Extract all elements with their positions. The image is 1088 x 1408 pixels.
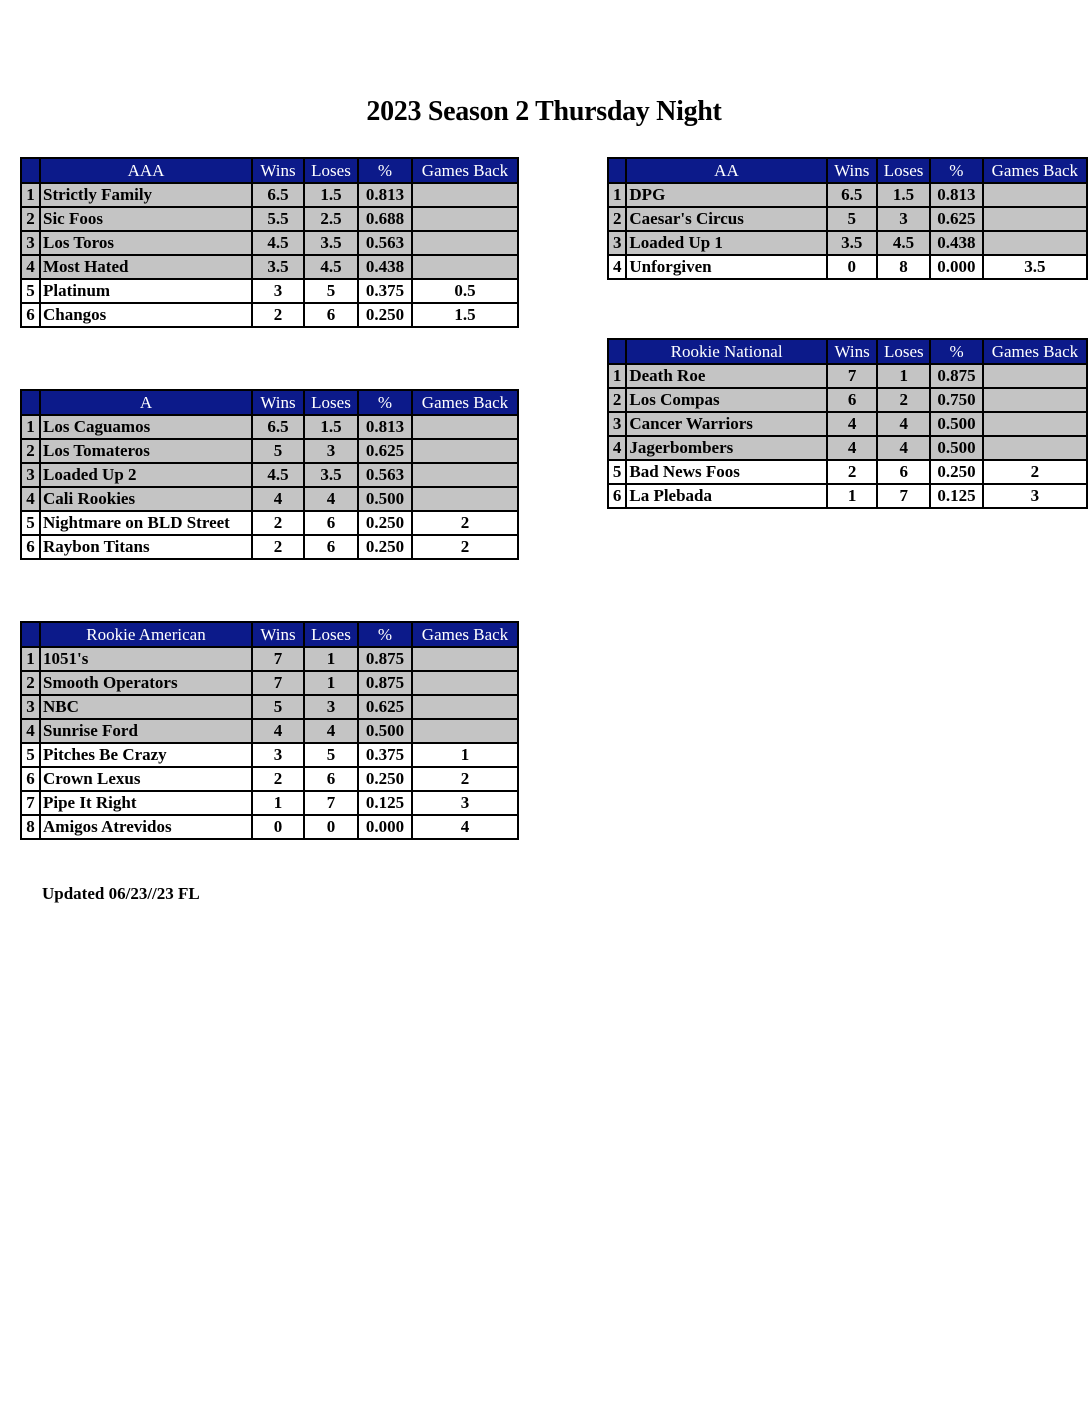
loses-cell: 3 — [304, 695, 358, 719]
team-name-cell: Bad News Foos — [626, 460, 827, 484]
team-row — [21, 183, 518, 207]
loses-cell: 7 — [877, 484, 930, 508]
games-back-cell — [983, 183, 1087, 207]
games-back-cell — [412, 183, 518, 207]
rank-header — [608, 339, 626, 364]
team-name-cell: Sunrise Ford — [40, 719, 252, 743]
loses-cell: 3 — [877, 207, 930, 231]
games-back-cell: 2 — [412, 535, 518, 559]
wins-cell: 2 — [252, 535, 304, 559]
team-row — [21, 671, 518, 695]
team-name-cell: Loaded Up 1 — [626, 231, 826, 255]
header-row — [21, 390, 518, 415]
team-name-cell: Cancer Warriors — [626, 412, 827, 436]
division-name-header: Rookie American — [40, 622, 252, 647]
loses-cell: 6 — [304, 511, 358, 535]
games-back-cell — [412, 463, 518, 487]
loses-cell: 3.5 — [304, 231, 358, 255]
pct-cell: 0.500 — [930, 436, 983, 460]
team-row — [608, 412, 1087, 436]
team-row — [608, 436, 1087, 460]
rank-header — [21, 390, 40, 415]
rank-cell: 4 — [21, 255, 40, 279]
pct-cell: 0.875 — [358, 647, 412, 671]
games-back-cell — [412, 647, 518, 671]
team-name-cell: Strictly Family — [40, 183, 252, 207]
wins-header: Wins — [252, 390, 304, 415]
pct-cell: 0.250 — [358, 511, 412, 535]
games-back-cell: 3.5 — [983, 255, 1087, 279]
pct-cell: 0.500 — [358, 719, 412, 743]
wins-cell: 6.5 — [827, 183, 878, 207]
pct-cell: 0.563 — [358, 463, 412, 487]
pct-cell: 0.813 — [358, 183, 412, 207]
division-name-header: AA — [626, 158, 826, 183]
wins-cell: 5 — [252, 695, 304, 719]
games-back-cell — [412, 695, 518, 719]
rank-cell: 5 — [21, 511, 40, 535]
rank-cell: 6 — [21, 535, 40, 559]
team-row — [21, 255, 518, 279]
team-row — [21, 439, 518, 463]
team-row — [21, 791, 518, 815]
wins-header: Wins — [827, 339, 878, 364]
pct-cell: 0.000 — [358, 815, 412, 839]
games-back-cell — [983, 207, 1087, 231]
games-back-header: Games Back — [983, 158, 1087, 183]
pct-cell: 0.250 — [358, 303, 412, 327]
rank-cell: 8 — [21, 815, 40, 839]
pct-cell: 0.000 — [930, 255, 983, 279]
team-row — [608, 207, 1087, 231]
rank-cell: 1 — [21, 647, 40, 671]
wins-cell: 4 — [827, 436, 878, 460]
team-row — [608, 183, 1087, 207]
loses-cell: 1.5 — [304, 415, 358, 439]
loses-cell: 2 — [877, 388, 930, 412]
rank-cell: 2 — [21, 439, 40, 463]
pct-cell: 0.688 — [358, 207, 412, 231]
games-back-cell — [412, 207, 518, 231]
rank-header — [608, 158, 626, 183]
team-name-cell: Unforgiven — [626, 255, 826, 279]
team-name-cell: Sic Foos — [40, 207, 252, 231]
pct-cell: 0.125 — [358, 791, 412, 815]
team-name-cell: NBC — [40, 695, 252, 719]
team-row — [21, 463, 518, 487]
wins-cell: 2 — [252, 511, 304, 535]
pct-cell: 0.250 — [358, 535, 412, 559]
pct-cell: 0.125 — [930, 484, 983, 508]
pct-header: % — [358, 390, 412, 415]
rank-cell: 1 — [608, 364, 626, 388]
rank-cell: 2 — [21, 207, 40, 231]
team-row — [21, 743, 518, 767]
games-back-cell: 2 — [412, 511, 518, 535]
team-row — [608, 460, 1087, 484]
wins-cell: 2 — [252, 303, 304, 327]
team-name-cell: DPG — [626, 183, 826, 207]
pct-cell: 0.625 — [358, 695, 412, 719]
team-name-cell: Jagerbombers — [626, 436, 827, 460]
rank-cell: 2 — [608, 388, 626, 412]
page-title: 2023 Season 2 Thursday Night — [366, 96, 722, 127]
division-name-header: AAA — [40, 158, 252, 183]
header-row — [608, 339, 1087, 364]
team-name-cell: Raybon Titans — [40, 535, 252, 559]
team-row — [608, 255, 1087, 279]
loses-cell: 7 — [304, 791, 358, 815]
wins-cell: 4 — [827, 412, 878, 436]
wins-cell: 2 — [252, 767, 304, 791]
games-back-header: Games Back — [412, 158, 518, 183]
rank-cell: 5 — [608, 460, 626, 484]
games-back-cell — [983, 231, 1087, 255]
wins-header: Wins — [827, 158, 878, 183]
loses-cell: 1 — [304, 647, 358, 671]
team-row — [21, 535, 518, 559]
rank-cell: 3 — [21, 463, 40, 487]
team-row — [608, 364, 1087, 388]
rank-cell: 6 — [21, 767, 40, 791]
loses-cell: 1 — [877, 364, 930, 388]
pct-cell: 0.875 — [930, 364, 983, 388]
team-name-cell: Most Hated — [40, 255, 252, 279]
loses-cell: 5 — [304, 743, 358, 767]
wins-cell: 5.5 — [252, 207, 304, 231]
rank-cell: 3 — [21, 231, 40, 255]
aa-standings-table — [607, 157, 1088, 280]
pct-header: % — [358, 622, 412, 647]
wins-cell: 2 — [827, 460, 878, 484]
loses-header: Loses — [877, 339, 930, 364]
wins-cell: 7 — [252, 671, 304, 695]
wins-cell: 6.5 — [252, 415, 304, 439]
wins-cell: 0 — [827, 255, 878, 279]
pct-cell: 0.375 — [358, 279, 412, 303]
pct-cell: 0.250 — [358, 767, 412, 791]
rank-cell: 3 — [608, 412, 626, 436]
team-name-cell: Changos — [40, 303, 252, 327]
loses-cell: 1.5 — [877, 183, 930, 207]
loses-cell: 6 — [877, 460, 930, 484]
team-name-cell: Los Tomateros — [40, 439, 252, 463]
wins-header: Wins — [252, 622, 304, 647]
loses-cell: 4.5 — [304, 255, 358, 279]
games-back-cell — [412, 415, 518, 439]
pct-cell: 0.500 — [358, 487, 412, 511]
loses-header: Loses — [304, 158, 358, 183]
wins-cell: 5 — [827, 207, 878, 231]
pct-cell: 0.875 — [358, 671, 412, 695]
pct-header: % — [358, 158, 412, 183]
team-name-cell: Amigos Atrevidos — [40, 815, 252, 839]
pct-cell: 0.750 — [930, 388, 983, 412]
games-back-cell — [983, 388, 1087, 412]
rank-cell: 3 — [21, 695, 40, 719]
loses-cell: 0 — [304, 815, 358, 839]
wins-cell: 4.5 — [252, 463, 304, 487]
games-back-cell — [412, 671, 518, 695]
games-back-cell — [412, 231, 518, 255]
team-row — [21, 647, 518, 671]
team-name-cell: Los Caguamos — [40, 415, 252, 439]
games-back-cell — [983, 412, 1087, 436]
team-row — [21, 487, 518, 511]
aaa-standings-table — [20, 157, 519, 328]
rank-cell: 1 — [608, 183, 626, 207]
loses-cell: 8 — [877, 255, 930, 279]
team-row — [608, 484, 1087, 508]
team-name-cell: Death Roe — [626, 364, 827, 388]
pct-cell: 0.625 — [930, 207, 983, 231]
team-name-cell: Cali Rookies — [40, 487, 252, 511]
pct-cell: 0.438 — [358, 255, 412, 279]
team-row — [21, 767, 518, 791]
wins-cell: 4 — [252, 487, 304, 511]
team-row — [21, 303, 518, 327]
games-back-cell — [983, 364, 1087, 388]
team-name-cell: 1051's — [40, 647, 252, 671]
team-row — [21, 719, 518, 743]
wins-cell: 1 — [827, 484, 878, 508]
header-row — [21, 158, 518, 183]
wins-cell: 3.5 — [827, 231, 878, 255]
rookie-national-standings-table — [607, 338, 1088, 509]
rank-cell: 4 — [21, 487, 40, 511]
wins-cell: 1 — [252, 791, 304, 815]
games-back-cell: 1.5 — [412, 303, 518, 327]
games-back-cell: 4 — [412, 815, 518, 839]
a-standings-table — [20, 389, 519, 560]
games-back-cell: 2 — [412, 767, 518, 791]
games-back-cell — [412, 255, 518, 279]
team-row — [608, 231, 1087, 255]
wins-cell: 4.5 — [252, 231, 304, 255]
loses-cell: 6 — [304, 767, 358, 791]
loses-cell: 3 — [304, 439, 358, 463]
rank-cell: 1 — [21, 415, 40, 439]
loses-cell: 4.5 — [877, 231, 930, 255]
pct-header: % — [930, 339, 983, 364]
rank-cell: 5 — [21, 279, 40, 303]
games-back-cell — [412, 719, 518, 743]
team-row — [21, 511, 518, 535]
division-name-header: Rookie National — [626, 339, 827, 364]
team-name-cell: Los Compas — [626, 388, 827, 412]
team-row — [21, 231, 518, 255]
pct-cell: 0.563 — [358, 231, 412, 255]
loses-cell: 1 — [304, 671, 358, 695]
team-row — [21, 695, 518, 719]
team-row — [21, 207, 518, 231]
loses-cell: 4 — [304, 487, 358, 511]
games-back-cell: 0.5 — [412, 279, 518, 303]
pct-cell: 0.813 — [358, 415, 412, 439]
games-back-header: Games Back — [983, 339, 1087, 364]
rank-cell: 1 — [21, 183, 40, 207]
pct-cell: 0.250 — [930, 460, 983, 484]
wins-cell: 5 — [252, 439, 304, 463]
rank-cell: 4 — [608, 255, 626, 279]
games-back-cell — [412, 439, 518, 463]
wins-cell: 3 — [252, 279, 304, 303]
rank-cell: 6 — [608, 484, 626, 508]
division-name-header: A — [40, 390, 252, 415]
updated-note: Updated 06/23//23 FL — [42, 884, 200, 903]
loses-cell: 2.5 — [304, 207, 358, 231]
pct-header: % — [930, 158, 983, 183]
pct-cell: 0.375 — [358, 743, 412, 767]
rank-cell: 3 — [608, 231, 626, 255]
loses-cell: 3.5 — [304, 463, 358, 487]
wins-cell: 0 — [252, 815, 304, 839]
wins-cell: 4 — [252, 719, 304, 743]
loses-cell: 4 — [877, 436, 930, 460]
games-back-cell: 3 — [412, 791, 518, 815]
rank-cell: 4 — [608, 436, 626, 460]
loses-header: Loses — [877, 158, 930, 183]
team-name-cell: Pipe It Right — [40, 791, 252, 815]
loses-cell: 4 — [304, 719, 358, 743]
games-back-cell: 1 — [412, 743, 518, 767]
pct-cell: 0.500 — [930, 412, 983, 436]
header-row — [608, 158, 1087, 183]
team-name-cell: Nightmare on BLD Street — [40, 511, 252, 535]
loses-header: Loses — [304, 622, 358, 647]
rookie-american-standings-table — [20, 621, 519, 840]
team-name-cell: Loaded Up 2 — [40, 463, 252, 487]
rank-cell: 4 — [21, 719, 40, 743]
team-name-cell: Smooth Operators — [40, 671, 252, 695]
rank-cell: 6 — [21, 303, 40, 327]
wins-header: Wins — [252, 158, 304, 183]
rank-header — [21, 622, 40, 647]
team-row — [21, 815, 518, 839]
loses-cell: 5 — [304, 279, 358, 303]
team-row — [608, 388, 1087, 412]
wins-cell: 3 — [252, 743, 304, 767]
games-back-cell: 3 — [983, 484, 1087, 508]
games-back-cell: 2 — [983, 460, 1087, 484]
wins-cell: 3.5 — [252, 255, 304, 279]
loses-cell: 6 — [304, 303, 358, 327]
rank-cell: 5 — [21, 743, 40, 767]
loses-cell: 6 — [304, 535, 358, 559]
rank-cell: 7 — [21, 791, 40, 815]
wins-cell: 6 — [827, 388, 878, 412]
loses-cell: 1.5 — [304, 183, 358, 207]
games-back-header: Games Back — [412, 390, 518, 415]
team-name-cell: Platinum — [40, 279, 252, 303]
pct-cell: 0.438 — [930, 231, 983, 255]
pct-cell: 0.813 — [930, 183, 983, 207]
team-name-cell: Pitches Be Crazy — [40, 743, 252, 767]
loses-cell: 4 — [877, 412, 930, 436]
wins-cell: 7 — [252, 647, 304, 671]
wins-cell: 6.5 — [252, 183, 304, 207]
team-row — [21, 415, 518, 439]
loses-header: Loses — [304, 390, 358, 415]
team-row — [21, 279, 518, 303]
pct-cell: 0.625 — [358, 439, 412, 463]
team-name-cell: Caesar's Circus — [626, 207, 826, 231]
team-name-cell: Crown Lexus — [40, 767, 252, 791]
header-row — [21, 622, 518, 647]
team-name-cell: La Plebada — [626, 484, 827, 508]
rank-cell: 2 — [21, 671, 40, 695]
rank-header — [21, 158, 40, 183]
rank-cell: 2 — [608, 207, 626, 231]
games-back-cell — [983, 436, 1087, 460]
wins-cell: 7 — [827, 364, 878, 388]
games-back-cell — [412, 487, 518, 511]
games-back-header: Games Back — [412, 622, 518, 647]
team-name-cell: Los Toros — [40, 231, 252, 255]
